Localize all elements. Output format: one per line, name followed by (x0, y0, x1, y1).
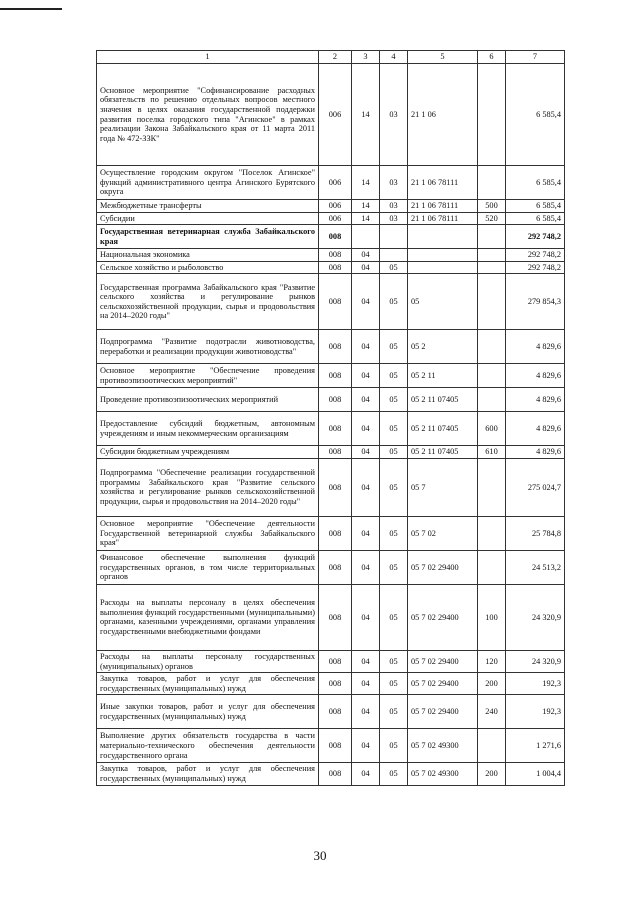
row-code-target: 05 7 02 29400 (408, 550, 478, 584)
table-row (97, 330, 565, 364)
row-code-subsection: 03 (380, 64, 408, 166)
row-code-expense-type (478, 330, 506, 364)
row-code-section: 04 (352, 458, 380, 516)
row-amount: 275 024,7 (506, 458, 565, 516)
row-code-section: 04 (352, 330, 380, 364)
table-row (97, 274, 565, 330)
row-code-section: 14 (352, 212, 380, 225)
row-name: Субсидии бюджетным учреждениям (97, 446, 319, 459)
row-code-target (408, 225, 478, 249)
row-amount: 192,3 (506, 673, 565, 695)
header-cell-3: 3 (352, 51, 380, 64)
row-code-section: 04 (352, 412, 380, 446)
row-code-expense-type (478, 458, 506, 516)
row-code-ministry: 008 (319, 673, 352, 695)
row-amount: 4 829,6 (506, 446, 565, 459)
row-code-section (352, 225, 380, 249)
row-name: Национальная экономика (97, 249, 319, 262)
row-name: Основное мероприятие "Обеспечение проведения противоэпизоотических мероприятий" (97, 364, 319, 388)
row-code-ministry: 008 (319, 412, 352, 446)
row-code-target: 05 2 11 07405 (408, 388, 478, 412)
row-code-subsection: 05 (380, 516, 408, 550)
row-code-section: 04 (352, 388, 380, 412)
row-name: Государственная ветеринарная служба Забайкальского края (97, 225, 319, 249)
row-code-section: 14 (352, 64, 380, 166)
row-code-ministry: 006 (319, 212, 352, 225)
table-row (97, 550, 565, 584)
row-code-section: 04 (352, 364, 380, 388)
header-cell-5: 5 (408, 51, 478, 64)
row-code-ministry: 008 (319, 225, 352, 249)
row-code-ministry: 008 (319, 695, 352, 729)
row-amount: 6 585,4 (506, 166, 565, 200)
table-row (97, 364, 565, 388)
header-cell-6: 6 (478, 51, 506, 64)
row-code-subsection: 05 (380, 763, 408, 785)
row-code-target: 05 2 (408, 330, 478, 364)
page-number: 30 (313, 848, 327, 863)
row-code-subsection: 03 (380, 166, 408, 200)
row-code-target: 05 7 02 49300 (408, 763, 478, 785)
row-code-ministry: 008 (319, 516, 352, 550)
row-code-target: 05 7 02 29400 (408, 695, 478, 729)
row-code-expense-type (478, 225, 506, 249)
row-name: Субсидии (97, 212, 319, 225)
row-code-expense-type: 520 (478, 212, 506, 225)
table-row (97, 763, 565, 785)
table-row (97, 584, 565, 650)
row-code-ministry: 006 (319, 200, 352, 213)
row-code-ministry: 006 (319, 64, 352, 166)
row-code-expense-type (478, 166, 506, 200)
row-code-target: 05 7 (408, 458, 478, 516)
row-amount: 4 829,6 (506, 412, 565, 446)
row-code-subsection: 05 (380, 388, 408, 412)
table-row (97, 261, 565, 274)
row-name: Основное мероприятие "Софинансирование расходных обязательств по решению отдельных вопросов местного значения в целях оказания государственной поддержки развития поселка городского типа "Агинское" в рамках реализации Закона Забайкальского края от 11 марта 2011 года № 472-ЗЗК" (97, 64, 319, 166)
row-code-section: 04 (352, 584, 380, 650)
row-amount: 1 271,6 (506, 729, 565, 763)
row-code-section: 04 (352, 261, 380, 274)
row-code-expense-type (478, 729, 506, 763)
row-code-expense-type: 200 (478, 763, 506, 785)
row-code-section: 04 (352, 446, 380, 459)
row-name: Расходы на выплаты персоналу государственных (муниципальных) органов (97, 650, 319, 672)
row-code-target: 21 1 06 78111 (408, 212, 478, 225)
row-code-expense-type: 610 (478, 446, 506, 459)
row-code-target: 05 2 11 07405 (408, 446, 478, 459)
row-code-ministry: 008 (319, 388, 352, 412)
row-code-section: 04 (352, 550, 380, 584)
row-amount: 24 513,2 (506, 550, 565, 584)
row-code-target: 05 7 02 49300 (408, 729, 478, 763)
row-code-ministry: 008 (319, 650, 352, 672)
row-name: Предоставление субсидий бюджетным, автономным учреждениям и иным некоммерческим организациям (97, 412, 319, 446)
header-cell-2: 2 (319, 51, 352, 64)
row-code-target: 05 7 02 29400 (408, 650, 478, 672)
row-amount: 25 784,8 (506, 516, 565, 550)
row-code-target (408, 261, 478, 274)
row-code-expense-type (478, 249, 506, 262)
row-amount: 4 829,6 (506, 388, 565, 412)
row-code-section: 04 (352, 695, 380, 729)
row-amount: 292 748,2 (506, 261, 565, 274)
row-name: Межбюджетные трансферты (97, 200, 319, 213)
row-code-ministry: 008 (319, 330, 352, 364)
row-code-subsection: 05 (380, 261, 408, 274)
row-code-ministry: 008 (319, 458, 352, 516)
row-amount: 279 854,3 (506, 274, 565, 330)
row-name: Иные закупки товаров, работ и услуг для обеспечения государственных (муниципальных) нужд (97, 695, 319, 729)
table-row (97, 388, 565, 412)
row-code-target: 05 2 11 07405 (408, 412, 478, 446)
row-code-subsection: 05 (380, 446, 408, 459)
row-name: Закупка товаров, работ и услуг для обеспечения государственных (муниципальных) нужд (97, 673, 319, 695)
row-name: Государственная программа Забайкальского края "Развитие сельского хозяйства и регулирование рынков сельскохозяйственной продукции, сырья и продовольствия на 2014–2020 годы" (97, 274, 319, 330)
table-row (97, 516, 565, 550)
row-code-subsection: 05 (380, 458, 408, 516)
row-code-subsection: 03 (380, 212, 408, 225)
row-code-subsection: 05 (380, 673, 408, 695)
row-amount: 292 748,2 (506, 249, 565, 262)
row-code-expense-type (478, 64, 506, 166)
row-code-target: 05 7 02 (408, 516, 478, 550)
table-row (97, 200, 565, 213)
row-code-section: 14 (352, 200, 380, 213)
budget-table (96, 50, 565, 786)
header-cell-7: 7 (506, 51, 565, 64)
row-name: Финансовое обеспечение выполнения функций государственных органов, в том числе территориальных органов (97, 550, 319, 584)
row-code-section: 04 (352, 729, 380, 763)
row-code-subsection (380, 249, 408, 262)
row-amount: 292 748,2 (506, 225, 565, 249)
row-code-expense-type (478, 364, 506, 388)
row-code-section: 14 (352, 166, 380, 200)
table-row (97, 412, 565, 446)
row-code-expense-type (478, 388, 506, 412)
table-header-row (97, 51, 565, 64)
row-name: Сельское хозяйство и рыболовство (97, 261, 319, 274)
row-name: Закупка товаров, работ и услуг для обеспечения государственных (муниципальных) нужд (97, 763, 319, 785)
row-code-subsection: 05 (380, 364, 408, 388)
row-amount: 6 585,4 (506, 200, 565, 213)
row-code-target: 21 1 06 (408, 64, 478, 166)
row-amount: 24 320,9 (506, 650, 565, 672)
row-code-expense-type (478, 516, 506, 550)
top-rule (0, 8, 62, 10)
row-code-target: 05 7 02 29400 (408, 673, 478, 695)
row-code-ministry: 008 (319, 249, 352, 262)
row-code-target (408, 249, 478, 262)
table-row (97, 225, 565, 249)
row-code-target: 05 2 11 (408, 364, 478, 388)
row-code-subsection: 05 (380, 274, 408, 330)
row-name: Подпрограмма "Обеспечение реализации государственной программы Забайкальского края "Развитие сельского хозяйства и регулирование рынков сельскохозяйственной продукции, сырья и продовольствия на 2014–2020 годы" (97, 458, 319, 516)
row-code-ministry: 008 (319, 763, 352, 785)
row-amount: 192,3 (506, 695, 565, 729)
table-row (97, 249, 565, 262)
row-code-expense-type: 240 (478, 695, 506, 729)
row-code-ministry: 008 (319, 584, 352, 650)
table-row (97, 166, 565, 200)
row-code-target: 05 (408, 274, 478, 330)
table-row (97, 695, 565, 729)
table-row (97, 446, 565, 459)
row-code-section: 04 (352, 650, 380, 672)
row-amount: 4 829,6 (506, 364, 565, 388)
row-code-subsection: 05 (380, 550, 408, 584)
row-amount: 24 320,9 (506, 584, 565, 650)
row-amount: 1 004,4 (506, 763, 565, 785)
table-row (97, 673, 565, 695)
row-code-subsection: 05 (380, 330, 408, 364)
row-code-target: 21 1 06 78111 (408, 166, 478, 200)
row-code-ministry: 008 (319, 274, 352, 330)
row-code-subsection: 05 (380, 412, 408, 446)
row-code-subsection (380, 225, 408, 249)
row-code-expense-type: 200 (478, 673, 506, 695)
row-amount: 6 585,4 (506, 212, 565, 225)
row-code-section: 04 (352, 274, 380, 330)
table-row (97, 64, 565, 166)
row-code-subsection: 05 (380, 584, 408, 650)
row-code-expense-type (478, 274, 506, 330)
table-row (97, 650, 565, 672)
row-amount: 4 829,6 (506, 330, 565, 364)
row-code-expense-type: 500 (478, 200, 506, 213)
row-code-target: 21 1 06 78111 (408, 200, 478, 213)
header-cell-4: 4 (380, 51, 408, 64)
row-code-ministry: 006 (319, 166, 352, 200)
table-row (97, 212, 565, 225)
row-code-ministry: 008 (319, 446, 352, 459)
row-code-section: 04 (352, 673, 380, 695)
row-amount: 6 585,4 (506, 64, 565, 166)
row-code-expense-type: 100 (478, 584, 506, 650)
row-code-section: 04 (352, 516, 380, 550)
row-code-expense-type: 600 (478, 412, 506, 446)
row-code-subsection: 05 (380, 650, 408, 672)
header-cell-1: 1 (97, 51, 319, 64)
row-name: Основное мероприятие "Обеспечение деятельности Государственной ветеринарной службы Забайкальского края" (97, 516, 319, 550)
row-name: Расходы на выплаты персоналу в целях обеспечения выполнения функций государственными (муниципальными) органами, казенными учреждениями, органами управления государственными внебюджетными фондами (97, 584, 319, 650)
row-code-target: 05 7 02 29400 (408, 584, 478, 650)
row-code-ministry: 008 (319, 729, 352, 763)
row-code-subsection: 05 (380, 695, 408, 729)
row-code-expense-type: 120 (478, 650, 506, 672)
row-name: Выполнение других обязательств государства в части материально-технического обеспечения деятельности государственного органа (97, 729, 319, 763)
row-code-ministry: 008 (319, 550, 352, 584)
row-code-subsection: 03 (380, 200, 408, 213)
row-code-ministry: 008 (319, 261, 352, 274)
row-code-ministry: 008 (319, 364, 352, 388)
row-name: Подпрограмма "Развитие подотрасли животноводства, переработки и реализации продукции животноводства" (97, 330, 319, 364)
row-name: Осуществление городским округом "Поселок Агинское" функций административного центра Агинского Бурятского округа (97, 166, 319, 200)
table-row (97, 458, 565, 516)
row-name: Проведение противоэпизоотических мероприятий (97, 388, 319, 412)
row-code-section: 04 (352, 249, 380, 262)
row-code-expense-type (478, 261, 506, 274)
row-code-expense-type (478, 550, 506, 584)
row-code-subsection: 05 (380, 729, 408, 763)
row-code-section: 04 (352, 763, 380, 785)
table-row (97, 729, 565, 763)
